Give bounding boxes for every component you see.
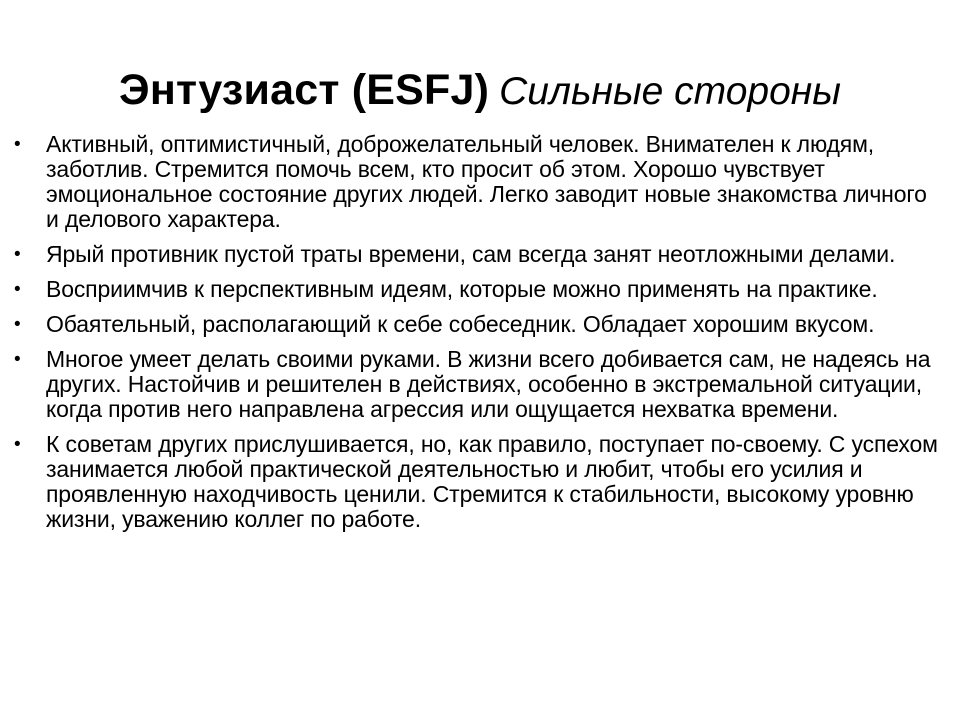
bullet-icon: • xyxy=(14,434,21,455)
title-main: Энтузиаст (ESFJ) xyxy=(119,66,490,114)
bullet-icon: • xyxy=(14,244,21,265)
bullet-text: К советам других прислушивается, но, как правило, поступает по-своему. С успехом занимается любой практической деятельностью и любит, чтобы его усилия и проявленную находчивость ценили. Стремится к стабильности, высокому уровню жизни, уважению коллег по работе. xyxy=(46,431,938,532)
bullet-text: Активный, оптимистичный, доброжелательный человек. Внимателен к людям, заботлив. Стремится помочь всем, кто просит об этом. Хорошо чувствует эмоциональное состояние других людей. Легко заводит новые знакомства личного и делового характера. xyxy=(46,131,927,232)
bullet-icon: • xyxy=(14,349,21,370)
bullet-item xyxy=(0,347,960,422)
title-subtitle: Сильные стороны xyxy=(499,70,841,113)
bullet-item xyxy=(0,432,960,532)
bullet-text: Ярый противник пустой траты времени, сам всегда занят неотложными делами. xyxy=(46,241,896,267)
slide-title xyxy=(0,58,960,132)
bullet-icon: • xyxy=(14,134,21,155)
bullet-icon: • xyxy=(14,314,21,335)
bullet-item xyxy=(0,312,960,337)
bullet-item xyxy=(0,132,960,232)
bullet-text: Многое умеет делать своими руками. В жизни всего добивается сам, не надеясь на других. Настойчив и решителен в действиях, особенно в экстремальной ситуации, когда против него направлена агрессия или ощущается нехватка времени. xyxy=(46,346,931,422)
bullet-list xyxy=(0,132,960,542)
bullet-icon: • xyxy=(14,279,21,300)
bullet-item xyxy=(0,277,960,302)
bullet-text: Восприимчив к перспективным идеям, которые можно применять на практике. xyxy=(46,276,878,302)
bullet-text: Обаятельный, располагающий к себе собеседник. Обладает хорошим вкусом. xyxy=(46,311,875,337)
bullet-item xyxy=(0,242,960,267)
